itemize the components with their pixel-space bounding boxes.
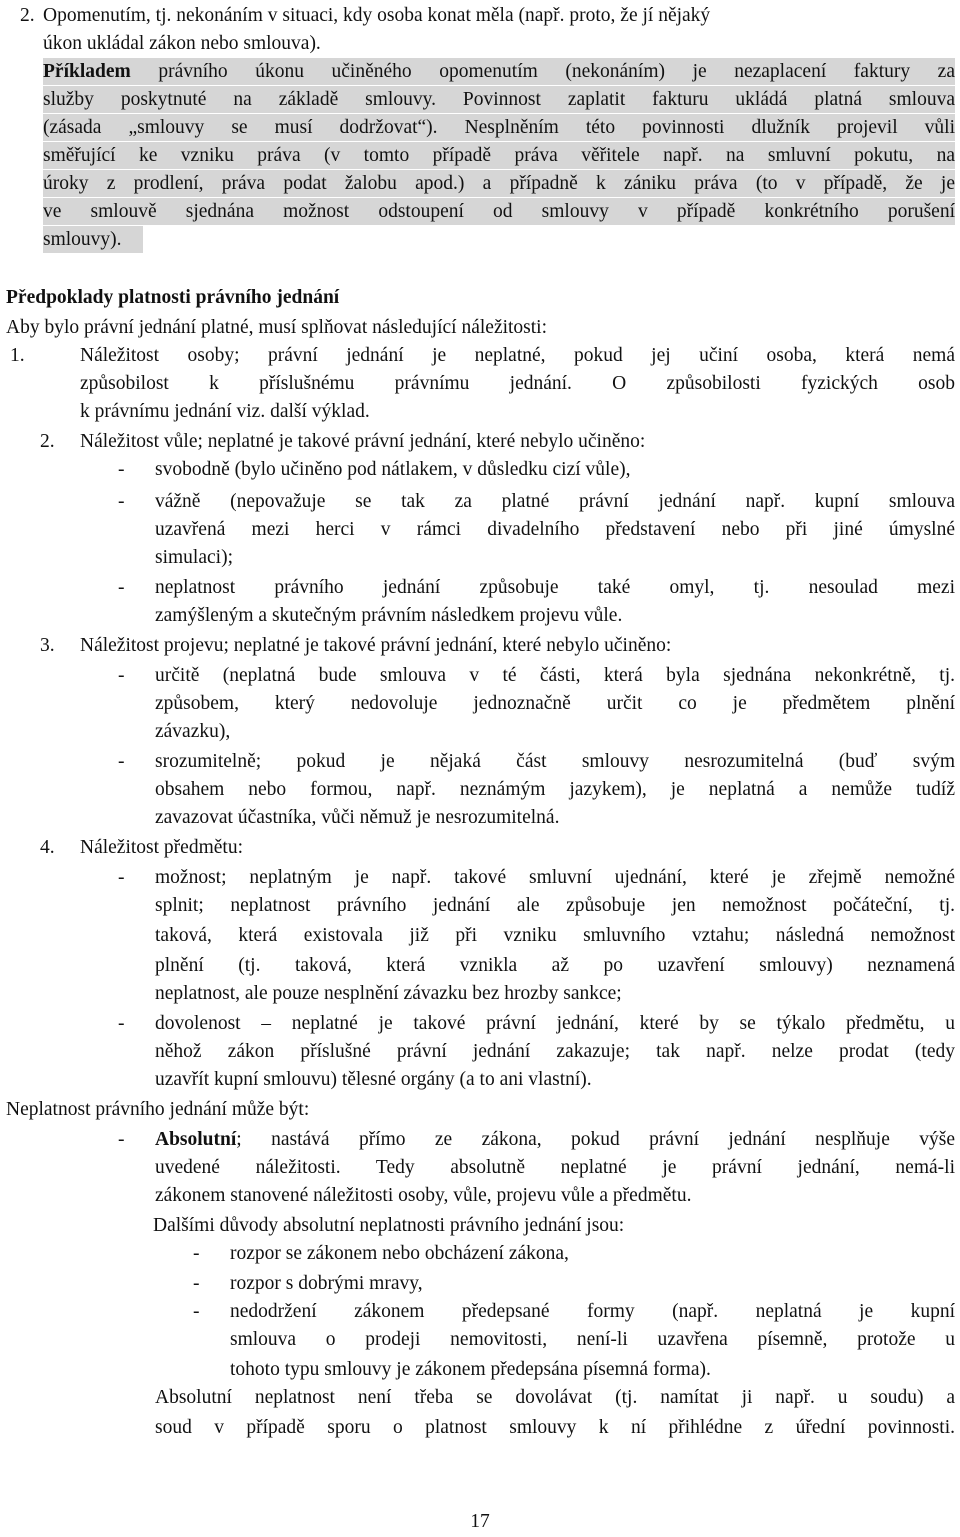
- bullet-dash: -: [118, 665, 125, 686]
- requirement-line: Náležitost předmětu:: [80, 837, 243, 858]
- example-line: smlouvy).: [43, 226, 143, 253]
- bullet-line: uzavřít kupní smlouvu) tělesné orgány (a to ani vlastní).: [155, 1069, 592, 1090]
- example-line: služby poskytnuté na základě smlouvy. Povinnost zaplatit fakturu ukládá platná smlouva: [43, 86, 955, 113]
- reason-line: nedodržení zákonem předepsané formy (např. neplatná je kupní: [230, 1301, 955, 1322]
- closing-line: Absolutní neplatnost není třeba se dovolávat (tj. namítat ji např. u soudu) a: [155, 1387, 955, 1408]
- bullet-dash: -: [118, 491, 125, 512]
- paragraph-line: Opomenutím, tj. nekonáním v situaci, kdy osoba konat měla (např. proto, že jí nějaký: [43, 5, 711, 26]
- bullet-dash: -: [193, 1273, 200, 1294]
- example-line: úroky z prodlení, práva podat žalobu apod.) a případně k zániku práva (to v případě, že je: [43, 170, 955, 197]
- list-number: 4.: [40, 837, 55, 858]
- bullet-line: splnit; neplatnost právního jednání ale způsobuje jen nemožnost počáteční, tj.: [155, 895, 955, 916]
- bullet-dash: -: [118, 751, 125, 772]
- example-line: ve smlouvě sjednána možnost odstoupení od smlouvy v případě konkrétního porušení: [43, 198, 955, 225]
- requirement-line: Náležitost osoby; právní jednání je neplatné, pokud jej učiní osoba, která nemá: [80, 345, 955, 366]
- requirement-line: Náležitost projevu; neplatné je takové právní jednání, které nebylo učiněno:: [80, 635, 672, 656]
- page-number: 17: [470, 1511, 490, 1532]
- bullet-line: svobodně (bylo učiněno pod nátlakem, v důsledku cizí vůle),: [155, 459, 631, 480]
- bullet-line: obsahem nebo formou, např. neznámým jazykem), je neplatná a nemůže tudíž: [155, 779, 955, 800]
- bullet-line: srozumitelně; pokud je nějaká část smlouvy nesrozumitelná (buď svým: [155, 751, 955, 772]
- requirement-line: způsobilost k příslušnému právnímu jednání. O způsobilosti fyzických osob: [80, 373, 955, 394]
- bullet-line: zamýšleným a skutečným právním následkem projevu vůle.: [155, 605, 623, 626]
- closing-line: soud v případě sporu o platnost smlouvy k ní přihlédne z úřední povinnosti.: [155, 1417, 955, 1438]
- reason-line: smlouva o prodeji nemovitosti, není-li uzavřena písemně, protože u: [230, 1329, 955, 1350]
- bullet-dash: -: [118, 577, 125, 598]
- bullet-dash: -: [118, 459, 125, 480]
- bullet-line: způsobem, který nedovoluje jednoznačně určit co je předmětem plnění: [155, 693, 955, 714]
- invalidity-intro: Neplatnost právního jednání může být:: [6, 1099, 310, 1120]
- bullet-line: dovolenost – neplatné je takové právní jednání, které by se týkalo předmětu, u: [155, 1013, 955, 1034]
- invalidity-line: uvedené náležitosti. Tedy absolutně neplatné je právní jednání, nemá-li: [155, 1157, 955, 1178]
- bullet-line: neplatnost právního jednání způsobuje také omyl, tj. nesoulad mezi: [155, 577, 955, 598]
- reason-line: rozpor s dobrými mravy,: [230, 1273, 423, 1294]
- bullet-line: něhož zákon příslušné právní jednání zakazuje; tak např. nelze prodat (tedy: [155, 1041, 955, 1062]
- bullet-dash: -: [193, 1301, 200, 1322]
- bullet-line: možnost; neplatným je např. takové smluvní ujednání, které je zřejmě nemožné: [155, 867, 955, 888]
- list-number: 2.: [40, 431, 55, 452]
- section-heading: Předpoklady platnosti právního jednání: [6, 287, 340, 308]
- example-line: (zásada „smlouvy se musí dodržovat“). Nesplněním této povinnosti dlužník projevil vůli: [43, 114, 955, 141]
- example-line: směřující ke vzniku práva (v tomto případě práva věřitele např. na smluvní pokutu, na: [43, 142, 955, 169]
- invalidity-line: Absolutní; nastává přímo ze zákona, pokud právní jednání nesplňuje výše: [155, 1129, 955, 1150]
- bullet-line: uzavřená mezi herci v rámci divadelního představení nebo při jiné úmyslné: [155, 519, 955, 540]
- requirement-line: k právnímu jednání viz. další výklad.: [80, 401, 370, 422]
- bullet-line: určitě (neplatná bude smlouva v té části, která byla sjednána nekonkrétně, tj.: [155, 665, 955, 686]
- further-intro: Dalšími důvody absolutní neplatnosti právního jednání jsou:: [153, 1215, 625, 1236]
- bullet-line: taková, která existovala již při vzniku smluvního vztahu; následná nemožnost: [155, 925, 955, 946]
- bullet-line: vážně (nepovažuje se tak za platné právní jednání např. kupní smlouva: [155, 491, 955, 512]
- bullet-dash: -: [118, 1013, 125, 1034]
- list-number: 2.: [20, 5, 35, 26]
- bullet-line: plnění (tj. taková, která vznikla až po uzavření smlouvy) neznamená: [155, 955, 955, 976]
- list-number: 1.: [10, 345, 25, 366]
- list-number: 3.: [40, 635, 55, 656]
- bold-lead: Příkladem: [43, 61, 131, 82]
- bullet-dash: -: [118, 1129, 125, 1150]
- bullet-line: neplatnost, ale pouze nesplnění závazku bez hrozby sankce;: [155, 983, 622, 1004]
- bullet-dash: -: [193, 1243, 200, 1264]
- reason-line: tohoto typu smlouvy je zákonem předepsána písemná forma).: [230, 1359, 711, 1380]
- bullet-dash: -: [118, 867, 125, 888]
- bullet-line: závazku),: [155, 721, 231, 742]
- reason-line: rozpor se zákonem nebo obcházení zákona,: [230, 1243, 569, 1264]
- example-line: Příkladem právního úkonu učiněného opomenutím (nekonáním) je nezaplacení faktury za: [43, 58, 955, 85]
- paragraph-line: úkon ukládal zákon nebo smlouva).: [43, 33, 321, 54]
- intro-text: Aby bylo právní jednání platné, musí splňovat následující náležitosti:: [6, 317, 548, 338]
- requirement-line: Náležitost vůle; neplatné je takové právní jednání, které nebylo učiněno:: [80, 431, 646, 452]
- bullet-line: simulaci);: [155, 547, 233, 568]
- bullet-line: zavazovat účastníka, vůči němuž je nesrozumitelná.: [155, 807, 560, 828]
- bold-term: Absolutní: [155, 1129, 237, 1150]
- invalidity-line: zákonem stanovené náležitosti osoby, vůle, projevu vůle a předmětu.: [155, 1185, 692, 1206]
